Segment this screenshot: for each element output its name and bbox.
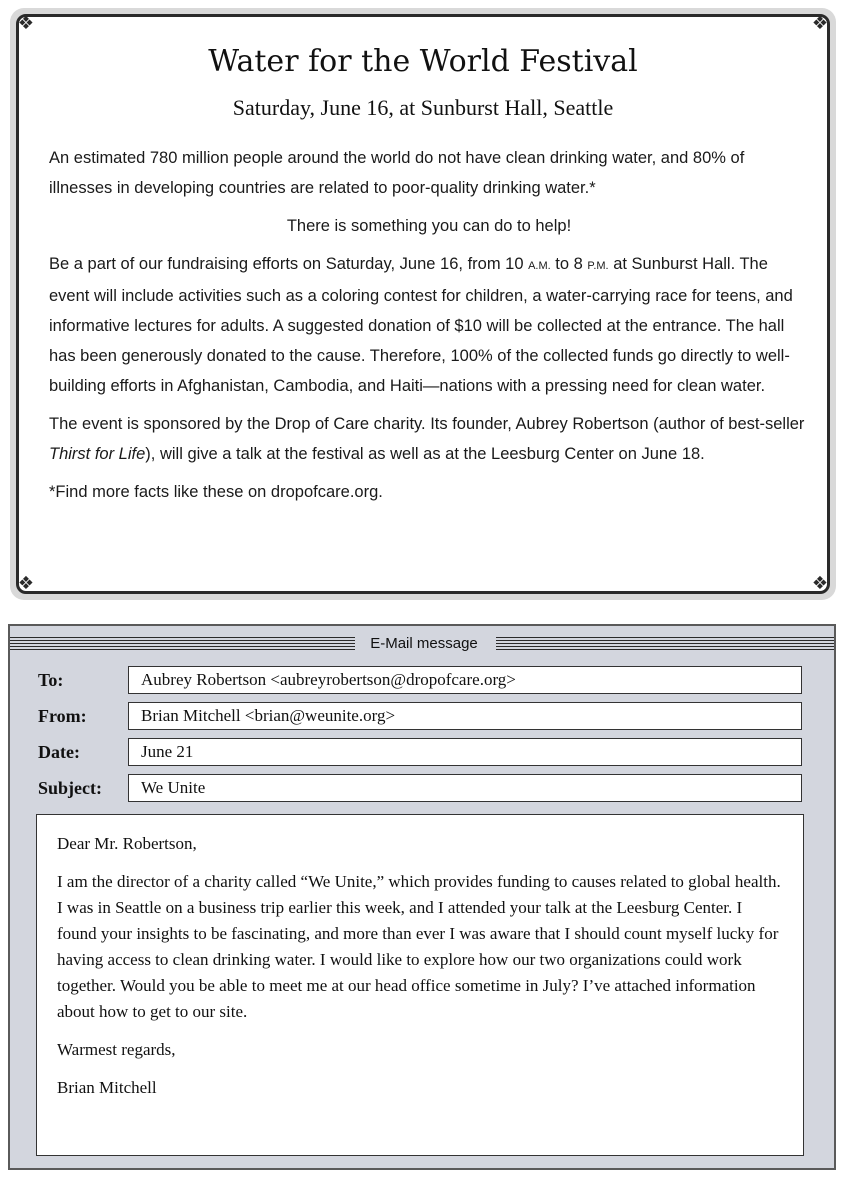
from-field[interactable]: Brian Mitchell <brian@weunite.org> [128, 702, 802, 730]
header-stripes [10, 637, 355, 651]
flyer-frame [16, 14, 830, 594]
book-title: Thirst for Life [49, 445, 146, 463]
corner-ornament-icon: ❖ [17, 573, 35, 594]
email-header [10, 634, 834, 654]
flyer-call-to-action: There is something you can do to help! [286, 217, 572, 235]
email-body-paragraph: I am the director of a charity called “We Unite,” which provides funding to causes related to global health. I was in Seattle on a business trip earlier this week, and I attended your talk at the Leesburg Center. I found your insights to be fascinating, and more than ever I was aware that I should count myself lucky for having access to clean drinking water. I would like to explore how our two organizations could work together. Would you be able to meet me at our head office sometime in July? I’ve attached information about how to get to our site. [57, 872, 781, 1021]
corner-ornament-icon: ❖ [811, 573, 829, 594]
header-stripes [496, 637, 834, 651]
from-row [10, 702, 834, 732]
event-text-part: to 8 [550, 255, 588, 273]
sponsor-text-part: ), will give a talk at the festival as well as at the Leesburg Center on June 18. [145, 445, 705, 463]
subject-row [10, 774, 834, 804]
date-field[interactable]: June 21 [128, 738, 802, 766]
from-label: From: [38, 706, 87, 726]
subject-field[interactable]: We Unite [128, 774, 802, 802]
flyer-paragraph-event [49, 249, 809, 401]
to-field[interactable]: Aubrey Robertson <aubreyrobertson@dropofcare.org> [128, 666, 802, 694]
pm-label: P.M. [587, 260, 609, 272]
flyer-body [49, 143, 809, 515]
to-row [10, 666, 834, 696]
email-closing: Warmest regards, [57, 1040, 176, 1059]
flyer-subtitle: Saturday, June 16, at Sunburst Hall, Seattle [232, 95, 614, 120]
festival-flyer [10, 8, 836, 600]
email-body[interactable] [36, 814, 804, 1156]
email-signature: Brian Mitchell [57, 1078, 157, 1097]
corner-ornament-icon: ❖ [17, 13, 35, 34]
flyer-title: Water for the World Festival [208, 44, 638, 79]
date-row [10, 738, 834, 768]
email-greeting: Dear Mr. Robertson, [57, 834, 197, 853]
sponsor-text-part: The event is sponsored by the Drop of Care charity. Its founder, Aubrey Robertson (author of best-seller [49, 415, 805, 433]
date-label: Date: [38, 742, 80, 762]
to-label: To: [38, 670, 64, 690]
subject-label: Subject: [38, 778, 102, 798]
corner-ornament-icon: ❖ [811, 13, 829, 34]
email-message [8, 624, 836, 1170]
am-label: A.M. [528, 260, 551, 272]
flyer-paragraph-statistics: An estimated 780 million people around the world do not have clean drinking water, and 80% of illnesses in developing countries are related to poor-quality drinking water.* [49, 149, 745, 197]
event-text-part: at Sunburst Hall. The event will include activities such as a coloring contest for children, a water-carrying race for teens, and informative lectures for adults. A suggested donation of $10 will be collected at the entrance. The hall has been generously donated to the cause. Therefore, 100% of the collected funds go directly to well-building efforts in Afghanistan, Cambodia, and Haiti—nations with a pressing need for clean water. [49, 255, 793, 395]
flyer-paragraph-sponsor [49, 409, 809, 469]
event-text-part: Be a part of our fundraising efforts on Saturday, June 16, from 10 [49, 255, 529, 273]
email-header-title: E-Mail message [370, 635, 478, 652]
flyer-footnote: *Find more facts like these on dropofcare.org. [49, 483, 383, 501]
